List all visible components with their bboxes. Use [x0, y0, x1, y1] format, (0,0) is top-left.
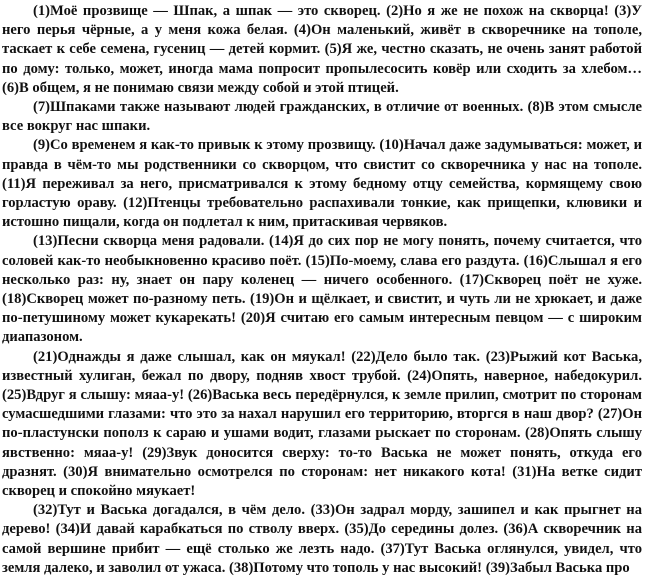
paragraph-5: (21)Однажды я даже слышал, как он мяукал! (22)Дело было так. (23)Рыжий кот Васька, известный хулиган, бежал по двору, подняв хвост трубой. (24)Опять, наверное, набедокурил. (25)Вдруг я слышу: мяаа-у! (26)Васька весь передёрнулся, к земле прилип, смотрит по сторонам сумасшедшими глазами: что это за нахал нарушил его территорию, вторгся в наш двор? (27)Он по-пластунски пополз к сараю и ушами водит, глазами рыскает по сторонам. (28)Опять слышу явственно: мяаа-у! (29)Звук доносится сверху: то-то Васька не может понять, откуда его дразнят. (30)Я внимательно осмотрелся по сторонам: нет никакого кота! (31)На ветке сидит скворец и спокойно мяукает! — [2, 348, 642, 500]
paragraph-1: (1)Моё прозвище — Шпак, а шпак — это скворец. (2)Но я же не похож на скворца! (3)У него перья чёрные, а у меня кожа белая. (4)Он маленький, живёт в скворечнике на тополе, таскает к себе семена, гусениц — детей кормит. (5)Я же, честно сказать, не очень занят работой по дому: только, может, иногда мама попросит пропылесосить ковёр или сходить за хлебом… (6)В общем, я не понимаю связи между собой и этой птицей. — [2, 3, 642, 96]
paragraph-3: (9)Со временем я как-то привык к этому прозвищу. (10)Начал даже задумываться: может, и правда в чём-то мы родственники со скворцом, что свистит со скворечника у нас на тополе. (11)Я переживал за него, присматривался к этому бедному отцу семейства, кормящему свою горластую ораву. (12)Птенцы требовательно распахивали тонкие, как прищепки, клювики и истошно пищали, когда он подлетал к ним, притаскивая червяков. — [2, 137, 642, 231]
paragraph-6: (32)Тут и Васька догадался, в чём дело. (33)Он задрал морду, зашипел и как прыгнет на дерево! (34)И давай карабкаться по стволу вверх. (35)До середины долез. (36)А скворечник на самой вершине прибит — ещё столько же лезть надо. (37)Тут Васька оглянулся, увидел, что земля далеко, и заволил от ужаса. (38)Потому что тополь у нас высокий! (39)Забыл Васька про — [2, 502, 642, 576]
paragraph-2: (7)Шпаками также называют людей гражданских, в отличие от военных. (8)В этом смысле все вокруг нас шпаки. — [2, 99, 642, 135]
paragraph-4: (13)Песни скворца меня радовали. (14)Я до сих пор не могу понять, почему считается, что соловей как-то необыкновенно красиво поёт. (15)По-моему, слава его раздута. (16)Слышал я его несколько раз: ну, знает он пару коленец — ничего особенного. (17)Скворец поёт не хуже. (18)Скворец может по-разному петь. (19)Он и щёлкает, и свистит, и чуть ли не хрюкает, и даже по-петушиному может кукарекать! (20)Я считаю его самым интересным певцом — с широким диапазоном. — [2, 233, 642, 346]
